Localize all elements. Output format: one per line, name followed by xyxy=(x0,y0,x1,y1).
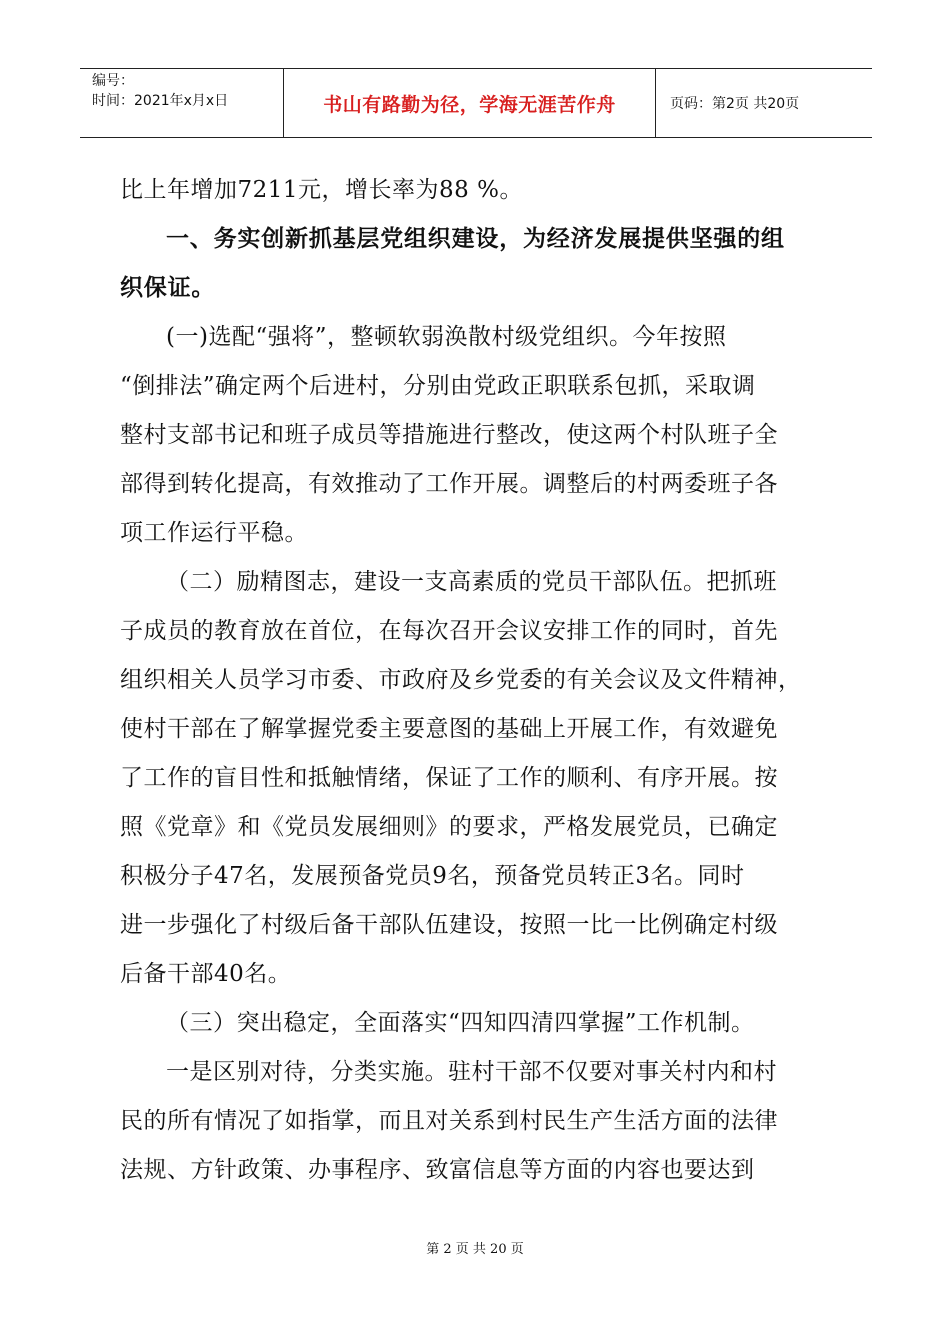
body-line: 法规、方针政策、办事程序、致富信息等方面的内容也要达到 xyxy=(120,1157,755,1183)
serial-number-label: 编号： xyxy=(92,73,134,89)
body-line: 民的所有情况了如指掌，而且对关系到村民生产生活方面的法律 xyxy=(120,1108,778,1134)
body-line: “倒排法”确定两个后进村，分别由党政正职联系包抓，采取调 xyxy=(120,373,756,399)
page-footer: 第 2 页 共 20 页 xyxy=(426,1242,524,1257)
body-line: (一)选配“强将”，整顿软弱涣散村级党组织。今年按照 xyxy=(166,324,727,350)
body-line: 项工作运行平稳。 xyxy=(120,520,308,546)
body-line: 部得到转化提高，有效推动了工作开展。调整后的村两委班子各 xyxy=(120,471,778,497)
header-meta-cell xyxy=(80,69,284,137)
body-line: 了工作的盲目性和抵触情绪，保证了工作的顺利、有序开展。按 xyxy=(120,765,778,791)
body-line: 整村支部书记和班子成员等措施进行整改，使这两个村队班子全 xyxy=(120,422,778,448)
body-line: 一是区别对待，分类实施。驻村干部不仅要对事关村内和村 xyxy=(166,1059,777,1085)
body-line: 进一步强化了村级后备干部队伍建设，按照一比一比例确定村级 xyxy=(120,912,778,938)
date-label: 时间：2021年x月x日 xyxy=(92,93,229,109)
body-line: 组织相关人员学习市委、市政府及乡党委的有关会议及文件精神， xyxy=(120,667,802,693)
section-heading: 一、务实创新抓基层党组织建设，为经济发展提供坚强的组 xyxy=(166,226,785,252)
body-line: 积极分子47名，发展预备党员9名，预备党员转正3名。同时 xyxy=(120,863,745,889)
body-line: 比上年增加7211元，增长率为88 %。 xyxy=(120,177,523,203)
body-line: 子成员的教育放在首位，在每次召开会议安排工作的同时，首先 xyxy=(120,618,778,644)
header-page-number: 页码：第2页 共20页 xyxy=(670,96,800,112)
body-line: （二）励精图志，建设一支高素质的党员干部队伍。把抓班 xyxy=(166,569,777,595)
body-line: （三）突出稳定，全面落实“四知四清四掌握”工作机制。 xyxy=(166,1010,755,1036)
header-motto: 书山有路勤为径，学海无涯苦作舟 xyxy=(284,69,656,137)
document-body xyxy=(120,166,832,1195)
body-line: 后备干部40名。 xyxy=(120,961,292,987)
body-line: 照《党章》和《党员发展细则》的要求，严格发展党员，已确定 xyxy=(120,814,778,840)
page-header xyxy=(80,68,872,138)
body-line: 使村干部在了解掌握党委主要意图的基础上开展工作，有效避免 xyxy=(120,716,778,742)
section-heading-continued: 织保证。 xyxy=(120,275,216,301)
